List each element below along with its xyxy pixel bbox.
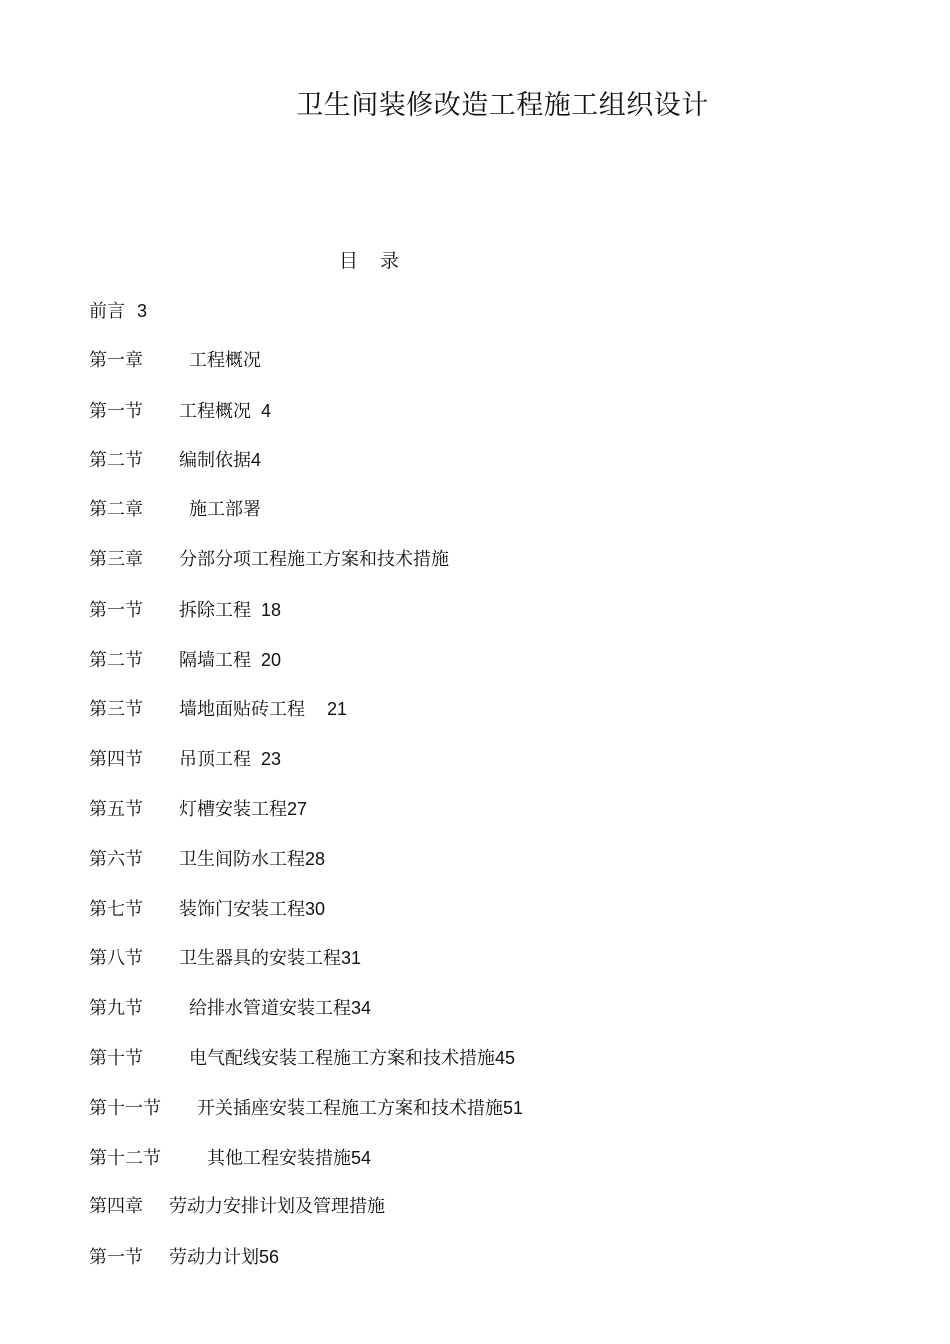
toc-entry[interactable] <box>89 445 523 495</box>
toc-entry-page: 18 <box>261 599 282 620</box>
toc-entry[interactable] <box>89 545 523 595</box>
toc-heading <box>339 248 399 274</box>
toc-entry-title: 给排水管道安装工程 <box>189 998 351 1020</box>
toc-entry[interactable] <box>89 894 523 944</box>
toc-entry-label: 第四章 <box>89 1196 143 1218</box>
toc-entry-page: 54 <box>351 1147 372 1168</box>
toc-entry-label: 第二章 <box>89 499 143 521</box>
toc-entry-page: 4 <box>251 450 262 471</box>
toc-entry-label: 第一节 <box>89 1247 143 1269</box>
toc-entry-label: 第十节 <box>89 1047 143 1069</box>
toc-entry-title: 拆除工程 <box>179 599 251 621</box>
toc-entry-label: 第四节 <box>89 749 143 771</box>
toc-entry[interactable] <box>89 495 523 545</box>
toc-entry[interactable] <box>89 844 523 894</box>
toc-entry[interactable] <box>89 1242 523 1292</box>
toc-entry-label: 第十二节 <box>89 1147 161 1169</box>
toc-entry-label: 第一节 <box>89 599 143 621</box>
toc-entry[interactable] <box>89 794 523 844</box>
toc-entry-label: 第一节 <box>89 400 143 422</box>
toc-entry-page: 27 <box>287 798 308 819</box>
toc-entry-title: 劳动力计划 <box>169 1247 259 1269</box>
toc-entry-title: 灯槽安装工程 <box>179 798 287 820</box>
toc-entry[interactable] <box>89 1043 523 1093</box>
toc-entry-title: 墙地面贴砖工程 <box>179 699 305 721</box>
toc-entry-page: 23 <box>261 749 282 770</box>
toc-entry[interactable] <box>89 595 523 645</box>
toc-entry-label: 第五节 <box>89 798 143 820</box>
toc-entry-page: 4 <box>261 400 272 421</box>
toc-entry-label: 第三节 <box>89 699 143 721</box>
toc-entry-label: 第一章 <box>89 349 143 371</box>
toc-entry-label: 第十一节 <box>89 1097 161 1119</box>
toc-entry-title: 电气配线安装工程施工方案和技术措施 <box>189 1047 495 1069</box>
toc-entry[interactable] <box>89 296 523 346</box>
toc-entry-label: 第六节 <box>89 848 143 870</box>
toc-entry-label: 第二节 <box>89 649 143 671</box>
toc-heading-right: 录 <box>380 250 400 272</box>
document-title: 卫生间装修改造工程施工组织设计 <box>296 90 709 121</box>
toc-entry-page: 28 <box>305 848 326 869</box>
toc-entry-label: 第九节 <box>89 998 143 1020</box>
toc-entry[interactable] <box>89 346 523 396</box>
toc-entry-page: 21 <box>327 699 348 720</box>
toc-entry-title: 卫生器具的安装工程 <box>179 948 341 970</box>
toc-entry-title: 劳动力安排计划及管理措施 <box>169 1196 385 1218</box>
toc-list <box>89 296 523 1292</box>
toc-entry-title: 其他工程安装措施 <box>207 1147 351 1169</box>
toc-entry-label: 第八节 <box>89 948 143 970</box>
toc-entry-page: 20 <box>261 649 282 670</box>
toc-entry-title: 开关插座安装工程施工方案和技术措施 <box>197 1097 503 1119</box>
toc-entry-label: 第二节 <box>89 450 143 472</box>
toc-entry-page: 51 <box>503 1097 524 1118</box>
toc-entry-page: 31 <box>341 948 362 969</box>
toc-entry-label: 前言 <box>89 301 125 322</box>
toc-entry[interactable] <box>89 943 523 993</box>
toc-heading-left: 目 <box>339 250 359 272</box>
toc-entry-page: 34 <box>351 998 372 1019</box>
toc-entry[interactable] <box>89 694 523 744</box>
toc-entry[interactable] <box>89 1192 523 1242</box>
toc-entry-title: 装饰门安装工程 <box>179 898 305 920</box>
toc-entry-title: 工程概况 <box>189 349 261 371</box>
toc-entry-label: 第七节 <box>89 898 143 920</box>
toc-entry-title: 工程概况 <box>179 400 251 422</box>
toc-entry[interactable] <box>89 1093 523 1143</box>
toc-entry-page: 45 <box>495 1047 516 1068</box>
toc-entry-title: 隔墙工程 <box>179 649 251 671</box>
toc-entry[interactable] <box>89 993 523 1043</box>
toc-entry-page: 30 <box>305 898 326 919</box>
toc-entry-title: 施工部署 <box>189 499 261 521</box>
toc-entry-title: 编制依据 <box>179 450 251 472</box>
toc-entry[interactable] <box>89 645 523 695</box>
toc-entry[interactable] <box>89 744 523 794</box>
toc-entry-label: 第三章 <box>89 548 143 570</box>
toc-entry-title: 吊顶工程 <box>179 749 251 771</box>
toc-entry-title: 分部分项工程施工方案和技术措施 <box>179 548 449 570</box>
toc-entry-page: 3 <box>137 301 148 321</box>
toc-entry-title: 卫生间防水工程 <box>179 848 305 870</box>
toc-entry[interactable] <box>89 1143 523 1193</box>
toc-entry[interactable] <box>89 396 523 446</box>
toc-entry-page: 56 <box>259 1247 280 1268</box>
